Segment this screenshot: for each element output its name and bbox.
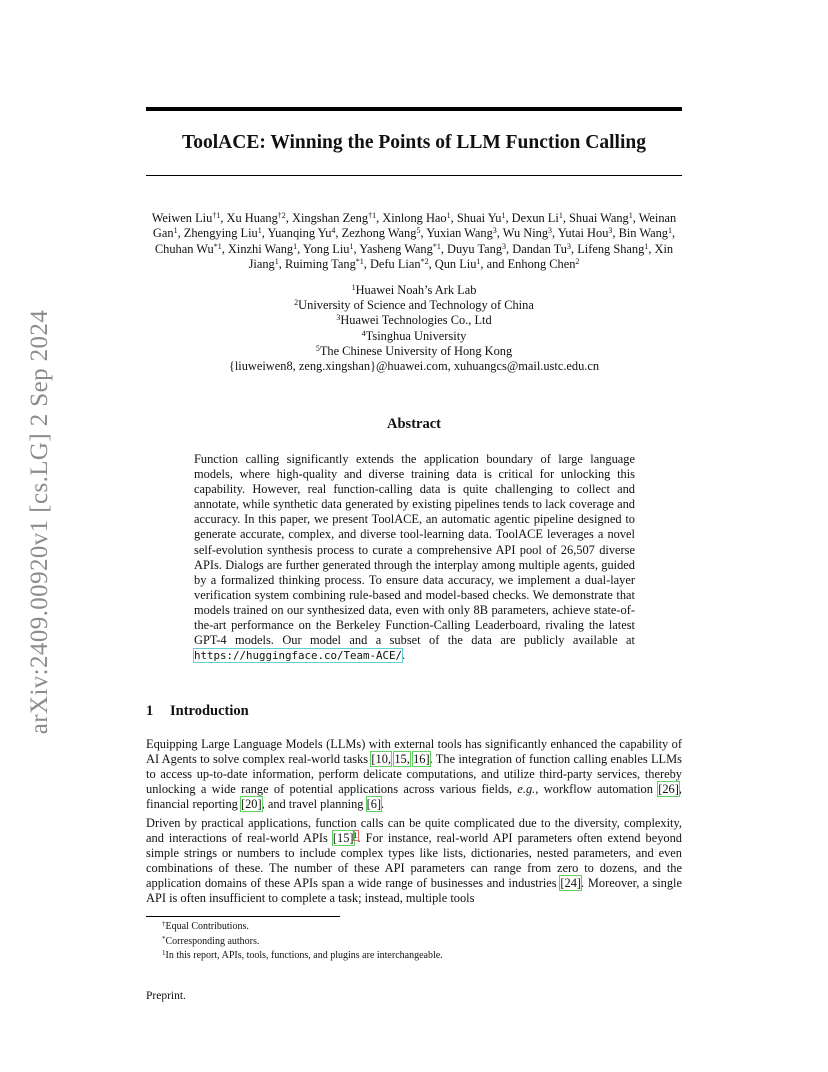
intro-paragraph-2: Driven by practical applications, function calls can be quite complicated due to the diversity, complexity, and interactions of real-world APIs $[15]^1$. For instance, real-world API parameters often extend beyond simple strings or numbers to include complex types like lists, dictionaries, nested parameters, and even combinations of these. The number of these API parameters can range from zero to dozens, and the application domains of these APIs span a wide range of businesses and industries [24]. Moreover, a single API is often insufficient to complete a task; instead, multiple tools	[146, 816, 682, 906]
author-name: Dandan Tu$^3$	[512, 241, 571, 256]
footnote: *Corresponding authors.	[162, 934, 260, 947]
section-title: Introduction	[170, 703, 249, 719]
author-name: Dexun Li$^1$	[511, 211, 563, 225]
author-affiliation-mark: 1	[446, 211, 451, 220]
author-affiliation-mark: 3	[492, 226, 497, 236]
affiliation: $^1$Huawei Noah’s Ark Lab	[351, 283, 477, 297]
author-affiliation-mark: 4	[331, 226, 336, 236]
author-affiliation-mark: †2	[277, 211, 286, 220]
author-name: Yuanqing Yu$^4$	[267, 226, 336, 241]
author-name: Defu Lian$^{*2}$	[369, 256, 429, 271]
author-name: Ruiming Tang$^{*1}$	[284, 256, 364, 271]
author-name: Qun Liu$^1$	[434, 256, 481, 271]
title-bottom-rule	[146, 175, 682, 176]
author-affiliation-mark: 2	[575, 256, 580, 266]
intro-paragraph-1: Equipping Large Language Models (LLMs) with external tools has significantly enhanced the capability of AI Agents to solve complex real-world tasks [10, 15, 16]. The integration of function calling enables LLMs to access up-to-date information, perform delicate computations, and utilize third-party services, thereby unlocking a wide range of potential applications across various fields, e.g., workflow automation [26], financial reporting [20], and travel planning [6].	[146, 737, 682, 812]
author-name: Chuhan Wu$^{*1}$	[154, 241, 222, 256]
author-affiliation-mark: †1	[212, 211, 221, 220]
author-affiliation-mark: *1	[355, 256, 364, 266]
author-name: Yutai Hou$^3$	[557, 226, 613, 241]
author-name: Lifeng Shang$^1$	[577, 241, 649, 256]
author-affiliation-mark: 5	[416, 226, 421, 236]
author-name: Weiwen Liu$^{\dagger 1}$	[151, 211, 221, 225]
affiliation: $^2$University of Science and Technology of China	[294, 298, 534, 313]
author-name: Yong Liu$^1$	[302, 241, 354, 256]
author-name: Xu Huang$^{\dagger 2}$	[226, 211, 286, 225]
footnote: $^1$In this report, APIs, tools, functions, and plugins are interchangeable.	[162, 949, 443, 961]
author-affiliation-mark: 1	[476, 256, 481, 266]
author-name: Bin Wang$^1$	[618, 226, 672, 241]
footnote-link[interactable]: 1	[353, 831, 358, 841]
title-top-rule	[146, 107, 682, 111]
author-name: Zezhong Wang$^5$	[341, 226, 421, 241]
author-name: Shuai Yu$^1$	[456, 211, 506, 225]
author-name: Duyu Tang$^3$	[447, 241, 507, 256]
footnotes	[162, 920, 443, 964]
affiliation: $^4$Tsinghua University	[361, 328, 467, 343]
abstract-heading: Abstract	[387, 416, 441, 432]
citation-link[interactable]: [20]	[240, 797, 262, 812]
section-number: 1	[146, 703, 154, 719]
citation-link[interactable]: [24]	[560, 876, 582, 891]
preprint-label: Preprint.	[146, 990, 186, 1002]
author-affiliation-mark: 3	[548, 226, 553, 236]
footnote-rule	[146, 916, 340, 917]
author-affiliation-mark: 1	[349, 241, 354, 251]
author-name: Xinzhi Wang$^1$	[227, 241, 298, 256]
author-affiliation-mark: 1	[644, 241, 649, 251]
author-list: Weiwen Liu$^{\dagger 1}$, Xu Huang$^{\dagger 2}$, Xingshan Zeng$^{\dagger 1}$, Xinlong Hao$^1$, Shuai Yu$^1$, Dexun Li$^1$, Shuai Wang$^1$, Weinan Gan$^1$, Zhengying Liu$^1$, Yuanqing Yu$^4$, Zezhong Wang$^5$, Yuxian Wang$^3$, Wu Ning$^3$, Yutai Hou$^3$, Bin Wang$^1$, Chuhan Wu$^{*1}$, Xinzhi Wang$^1$, Yong Liu$^1$, Yasheng Wang$^{*1}$, Duyu Tang$^3$, Dandan Tu$^3$, Lifeng Shang$^1$, Xin Jiang$^1$, Ruiming Tang$^{*1}$, Defu Lian$^{*2}$, Qun Liu$^1$, and Enhong Chen$^2$	[151, 211, 677, 271]
author-affiliation-mark: 1	[558, 211, 563, 220]
author-name: Yuxian Wang$^3$	[426, 226, 497, 241]
author-emails: {liuweiwen8, zeng.xingshan}@huawei.com, xuhuangcs@mail.ustc.edu.cn	[228, 359, 600, 374]
author-name: Enhong Chen$^2$	[507, 256, 580, 271]
citation-link[interactable]: [6]	[366, 797, 382, 812]
citation-link[interactable]: 15,	[394, 752, 410, 767]
author-affiliation-mark: 1	[628, 211, 633, 220]
author-affiliation-mark: †1	[368, 211, 377, 220]
citation-link[interactable]: [15]	[332, 831, 354, 846]
author-affiliation-mark: 3	[608, 226, 613, 236]
author-name: Xin Jiang$^1$	[248, 241, 674, 271]
section-heading	[146, 703, 249, 720]
author-name: Yasheng Wang$^{*1}$	[359, 241, 441, 256]
huggingface-link[interactable]: https://huggingface.co/Team-ACE/	[194, 649, 403, 663]
affiliation: $^5$The Chinese University of Hong Kong	[315, 343, 513, 358]
author-name: Weinan Gan$^1$	[152, 211, 677, 241]
author-affiliation-mark: *1	[432, 241, 441, 251]
author-affiliation-mark: 1	[501, 211, 506, 220]
author-name: Wu Ning$^3$	[502, 226, 553, 241]
author-name: Shuai Wang$^1$	[569, 211, 633, 225]
author-name: Xinlong Hao$^1$	[382, 211, 451, 225]
affiliation: $^3$Huawei Technologies Co., Ltd	[336, 313, 492, 328]
author-affiliation-mark: *1	[213, 241, 222, 251]
citation-link[interactable]: 16]	[413, 752, 430, 767]
author-affiliation-mark: 3	[567, 241, 571, 251]
abstract-body: Function calling significantly extends the application boundary of large language models, where high-quality and diverse training data is critical for unlocking this capability. However, real function-calling data is quite challenging to collect and annotate, while synthetic data generated by existing pipelines tends to lack coverage and accuracy. In this paper, we present ToolACE, an automatic agentic pipeline designed to generate accurate, complex, and diverse tool-learning data. ToolACE leverages a novel self-evolution synthesis process to curate a comprehensive API pool of 26,507 diverse APIs. Dialogs are further generated through the interplay among multiple agents, guided by a formalized thinking process. To ensure data accuracy, we implement a dual-layer verification system combining rule-based and model-based checks. We demonstrate that models trained on our synthesized data, even with only 8B parameters, achieve state-of-the-art performance on the Berkeley Function-Calling Leaderboard, rivaling the latest GPT-4 models. Our model and a subset of the data are publicly available at https://huggingface.co/Team-ACE/.	[194, 452, 635, 663]
author-affiliation-mark: 1	[667, 226, 672, 236]
author-affiliation-mark: 1	[173, 226, 178, 236]
arxiv-stamp: arXiv:2409.00920v1 [cs.LG] 2 Sep 2024	[26, 309, 53, 735]
citation-link[interactable]: [26]	[658, 782, 679, 797]
affiliations	[146, 283, 682, 374]
paper-title: ToolACE: Winning the Points of LLM Function Calling	[182, 132, 646, 153]
author-affiliation-mark: 1	[257, 226, 262, 236]
author-affiliation-mark: 1	[274, 256, 279, 266]
author-name: Xingshan Zeng$^{\dagger 1}$	[292, 211, 377, 225]
author-affiliation-mark: *2	[420, 256, 429, 266]
author-affiliation-mark: 3	[502, 241, 507, 251]
author-affiliation-mark: 1	[293, 241, 298, 251]
citation-link[interactable]: [10,	[371, 752, 392, 767]
author-name: Zhengying Liu$^1$	[183, 226, 262, 241]
footnote: †Equal Contributions.	[162, 920, 249, 932]
